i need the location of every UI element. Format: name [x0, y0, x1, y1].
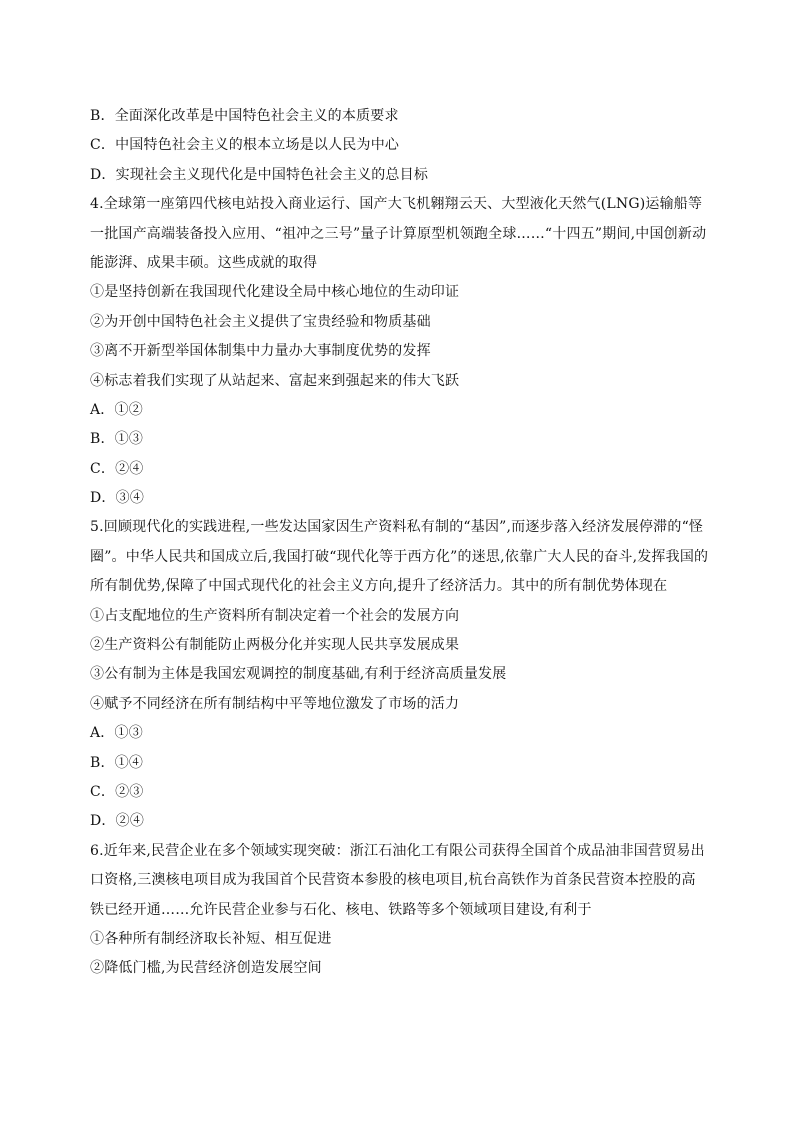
statement-2: ②生产资料公有制能防止两极分化并实现人民共享发展成果 [90, 637, 460, 654]
question-6 [90, 837, 710, 984]
option-d: D．实现社会主义现代化是中国特色社会主义的总目标 [90, 166, 429, 183]
statement-2: ②降低门槛,为民营经济创造发展空间 [90, 960, 322, 977]
statement-1: ①各种所有制经济取长补短、相互促进 [90, 930, 332, 947]
statement-1: ①是坚持创新在我国现代化建设全局中核心地位的生动印证 [90, 284, 460, 301]
option-a: A．①② [90, 401, 143, 418]
question-stem-line: 能澎湃、成果丰硕。这些成就的取得 [90, 254, 318, 271]
statement-3: ③离不开新型举国体制集中力量办大事制度优势的发挥 [90, 343, 431, 360]
question-stem-line: 圈”。中华人民共和国成立后,我国打破“现代化等于西方化”的迷思,依靠广大人民的奋斗,发挥我国的 [90, 548, 709, 565]
question-stem-line: 5.回顾现代化的实践进程,一些发达国家因生产资料私有制的“基因”,而逐步落入经济发展停滞的“怪 [90, 519, 704, 536]
option-d: D．②④ [90, 813, 145, 830]
statement-1: ①占支配地位的生产资料所有制决定着一个社会的发展方向 [90, 607, 460, 624]
option-b: B．①③ [90, 431, 144, 448]
question-stem-line: 所有制优势,保障了中国式现代化的社会主义方向,提升了经济活力。其中的所有制优势体现在 [90, 578, 668, 595]
statement-3: ③公有制为主体是我国宏观调控的制度基础,有利于经济高质量发展 [90, 666, 507, 683]
option-c: C．中国特色社会主义的根本立场是以人民为中心 [90, 137, 400, 154]
question-list [90, 102, 710, 984]
option-d: D．③④ [90, 490, 145, 507]
statement-4: ④标志着我们实现了从站起来、富起来到强起来的伟大飞跃 [90, 372, 460, 389]
question-stem-line: 口资格,三澳核电项目成为我国首个民营资本参股的核电项目,杭台高铁作为首条民营资本控股的高 [90, 872, 696, 889]
question-5 [90, 513, 710, 836]
statement-2: ②为开创中国特色社会主义提供了宝贵经验和物质基础 [90, 313, 431, 330]
question-4 [90, 190, 710, 513]
question-stem-line: 6.近年来,民营企业在多个领域实现突破：浙江石油化工有限公司获得全国首个成品油非国营贸易出 [90, 842, 705, 859]
option-a: A．①③ [90, 725, 143, 742]
question-stem-line: 铁已经开通……允许民营企业参与石化、核电、铁路等多个领域项目建设,有利于 [90, 901, 592, 918]
question-3-options [90, 102, 710, 190]
question-stem-line: 一批国产高端装备投入应用、“祖冲之三号”量子计算原型机领跑全球……“十四五”期间,中国创新动 [90, 225, 707, 242]
option-b: B．①④ [90, 754, 144, 771]
statement-4: ④赋予不同经济在所有制结构中平等地位激发了市场的活力 [90, 695, 460, 712]
option-c: C．②④ [90, 460, 144, 477]
option-c: C．②③ [90, 783, 144, 800]
option-b: B．全面深化改革是中国特色社会主义的本质要求 [90, 108, 399, 124]
question-stem-line: 4.全球第一座第四代核电站投入商业运行、国产大飞机翱翔云天、大型液化天然气(LNG)运输船等 [90, 196, 703, 213]
